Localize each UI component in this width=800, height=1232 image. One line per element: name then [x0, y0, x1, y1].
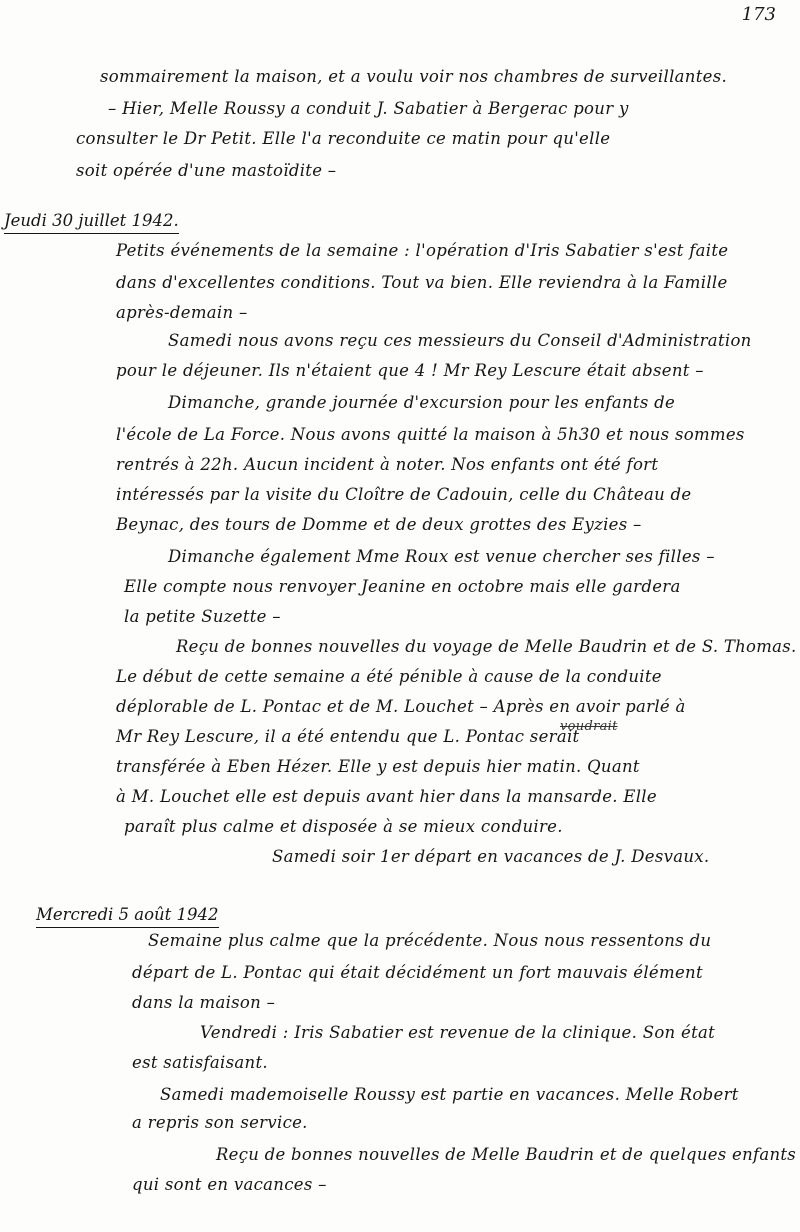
- intro-line-2: – Hier, Melle Roussy a conduit J. Sabatier à Bergerac pour y: [108, 99, 629, 118]
- entry-line: Mr Rey Lescure, il a été entendu que L. Pontac serait: [116, 727, 580, 746]
- entry-line: qui sont en vacances –: [132, 1175, 327, 1194]
- entry-line: Semaine plus calme que la précédente. Nous nous ressentons du: [148, 931, 712, 950]
- entry-line: Reçu de bonnes nouvelles de Melle Baudrin et de quelques enfants: [216, 1145, 797, 1164]
- entry-line: paraît plus calme et disposée à se mieux conduire.: [124, 817, 563, 836]
- entry-line: la petite Suzette –: [124, 607, 281, 626]
- entry-line: dans d'excellentes conditions. Tout va bien. Elle reviendra à la Famille: [116, 273, 728, 292]
- intro-line-3: consulter le Dr Petit. Elle l'a reconduite ce matin pour qu'elle: [76, 129, 611, 148]
- entry-line: transférée à Eben Hézer. Elle y est depuis hier matin. Quant: [116, 757, 640, 776]
- entry-date-heading: Jeudi 30 juillet 1942.: [4, 210, 179, 234]
- entry-line: Dimanche, grande journée d'excursion pour les enfants de: [168, 393, 676, 412]
- entry-line: Petits événements de la semaine : l'opération d'Iris Sabatier s'est faite: [116, 241, 729, 260]
- entry-line: à M. Louchet elle est depuis avant hier dans la mansarde. Elle: [116, 787, 657, 806]
- entry-line: Beynac, des tours de Domme et de deux grottes des Eyzies –: [116, 515, 642, 534]
- entry-line: pour le déjeuner. Ils n'étaient que 4 ! Mr Rey Lescure était absent –: [116, 361, 704, 380]
- entry-date-heading: Mercredi 5 août 1942: [36, 904, 219, 928]
- intro-line-4: soit opérée d'une mastoïdite –: [76, 161, 337, 180]
- entry-line: Samedi nous avons reçu ces messieurs du Conseil d'Administration: [168, 331, 752, 350]
- entry-line: après-demain –: [116, 303, 248, 322]
- entry-line: Vendredi : Iris Sabatier est revenue de la clinique. Son état: [200, 1023, 716, 1042]
- entry-line: Le début de cette semaine a été pénible à cause de la conduite: [116, 667, 662, 686]
- entry-line: dans la maison –: [132, 993, 276, 1012]
- page-number: 173: [741, 4, 776, 25]
- entry-line: est satisfaisant.: [132, 1053, 268, 1072]
- entry-line: Dimanche également Mme Roux est venue chercher ses filles –: [168, 547, 715, 566]
- entry-line: intéressés par la visite du Cloître de Cadouin, celle du Château de: [116, 485, 692, 504]
- entry-line: Elle compte nous renvoyer Jeanine en octobre mais elle gardera: [124, 577, 681, 596]
- entry-line: départ de L. Pontac qui était décidément un fort mauvais élément: [132, 963, 703, 982]
- entry-line: Reçu de bonnes nouvelles du voyage de Melle Baudrin et de S. Thomas.: [176, 637, 797, 656]
- entry-signature-line: Samedi soir 1er départ en vacances de J. Desvaux.: [272, 847, 710, 866]
- struck-word: voudrait: [560, 719, 618, 734]
- entry-line: Samedi mademoiselle Roussy est partie en vacances. Melle Robert: [160, 1085, 739, 1104]
- entry-line: déplorable de L. Pontac et de M. Louchet – Après en avoir parlé à: [116, 697, 686, 716]
- entry-line: a repris son service.: [132, 1113, 308, 1132]
- entry-line: l'école de La Force. Nous avons quitté la maison à 5h30 et nous sommes: [116, 425, 745, 444]
- intro-line-1: sommairement la maison, et a voulu voir nos chambres de surveillantes.: [100, 67, 728, 86]
- entry-line: rentrés à 22h. Aucun incident à noter. Nos enfants ont été fort: [116, 455, 659, 474]
